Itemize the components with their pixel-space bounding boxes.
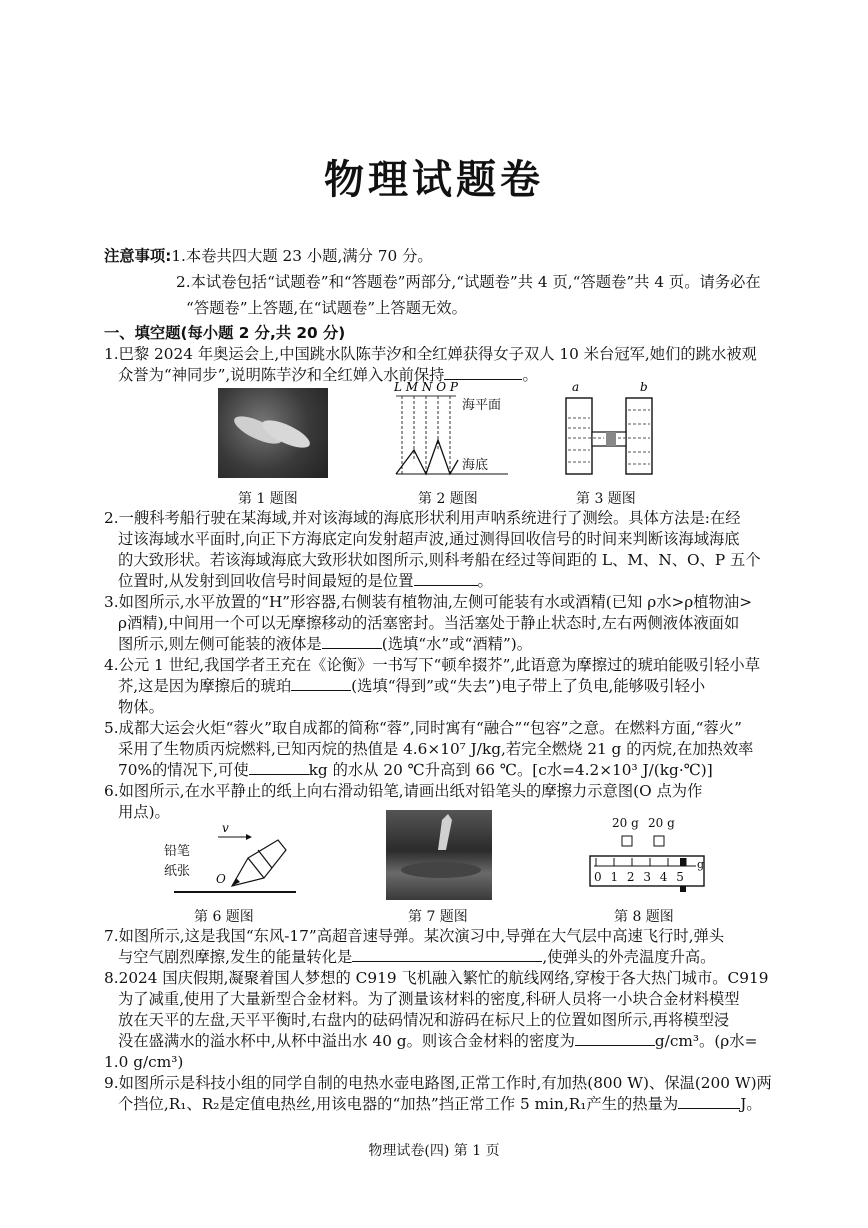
q5-answer-blank[interactable] bbox=[249, 760, 309, 775]
q2-end: 。 bbox=[477, 572, 493, 590]
fig1-divers-photo bbox=[218, 388, 328, 478]
q2-answer-blank[interactable] bbox=[414, 571, 478, 586]
q8-line-1: 8.2024 国庆假期,凝聚着国人梦想的 C919 飞机融入繁忙的航线网络,穿梭于各大热门城市。C919 bbox=[104, 969, 769, 987]
page-footer: 物理试卷(四) 第 1 页 bbox=[368, 1143, 500, 1159]
fig2-sonar-diagram bbox=[392, 380, 512, 480]
page-title: 物理试题卷 bbox=[324, 157, 544, 203]
fig1-caption: 第 1 题图 bbox=[238, 491, 298, 507]
q9-text: 个挡位,R₁、R₂是定值电热丝,用该电器的“加热”挡正常工作 5 min,R₁产生的热量为 bbox=[118, 1095, 679, 1113]
q5-line-3 bbox=[118, 760, 713, 780]
section-heading-fill-blank: 一、填空题(每小题 2 分,共 20 分) bbox=[104, 324, 346, 342]
q3-end: (选填“水”或“酒精”)。 bbox=[381, 635, 533, 653]
q7-end: ,使弹头的外壳温度升高。 bbox=[542, 948, 716, 966]
fig3-label-b: b bbox=[640, 380, 648, 394]
q3-line-3 bbox=[118, 634, 532, 654]
q3-line-1: 3.如图所示,水平放置的“H”形容器,右侧装有植物油,左侧可能装有水或酒精(已知 ρ水>ρ植物油> bbox=[104, 593, 753, 611]
fig3-label-a: a bbox=[572, 380, 580, 394]
q1-line-1: 1.巴黎 2024 年奥运会上,中国跳水队陈芋汐和全红婵获得女子双人 10 米台冠军,她们的跳水被观 bbox=[104, 345, 757, 363]
notice-line-1 bbox=[104, 246, 433, 266]
fig2-sea-floor-label: 海底 bbox=[462, 458, 489, 473]
q9-line-1: 9.如图所示是科技小组的同学自制的电热水壶电路图,正常工作时,有加热(800 W)、保温(200 W)两 bbox=[104, 1074, 772, 1092]
q7-line-1: 7.如图所示,这是我国“东风-17”高超音速导弹。某次演习中,导弹在大气层中高速飞行时,弹头 bbox=[104, 927, 725, 945]
q1-answer-blank[interactable] bbox=[444, 365, 522, 380]
q9-answer-blank[interactable] bbox=[678, 1094, 740, 1109]
q6-line-2: 用点)。 bbox=[118, 803, 170, 821]
q5-end: kg 的水从 20 ℃升高到 66 ℃。[c水=4.2×10³ J/(kg·℃)] bbox=[308, 761, 713, 779]
q5-line-2: 采用了生物质丙烷燃料,已知丙烷的热值是 4.6×10⁷ J/kg,若完全燃烧 21 g 的丙烷,在加热效率 bbox=[118, 740, 754, 758]
q8-line-5: 1.0 g/cm³) bbox=[104, 1053, 184, 1071]
notice-item-2a: 2.本试卷包括“试题卷”和“答题卷”两部分,“试题卷”共 4 页,“答题卷”共 4 页。请务必在 bbox=[176, 273, 761, 291]
q7-text: 与空气剧烈摩擦,发生的能量转化是 bbox=[118, 948, 353, 966]
q8-end: g/cm³。(ρ水= bbox=[654, 1032, 758, 1050]
q4-line-1: 4.公元 1 世纪,我国学者王充在《论衡》一书写下“顿牟掇芥”,此语意为摩擦过的琥珀能吸引轻小草 bbox=[104, 656, 760, 674]
fig8-weight-2-label: 20 g bbox=[648, 816, 675, 830]
q1-text: 众誉为“神同步”,说明陈芋汐和全红婵入水前保持 bbox=[118, 366, 445, 384]
q6-line-1: 6.如图所示,在水平静止的纸上向右滑动铅笔,请画出纸对铅笔头的摩擦力示意图(O 点为作 bbox=[104, 782, 703, 800]
q5-text: 70%的情况下,可使 bbox=[118, 761, 249, 779]
fig2-sea-surface-label: 海平面 bbox=[462, 398, 502, 413]
q8-line-4 bbox=[118, 1031, 757, 1051]
fig8-weight-1-label: 20 g bbox=[612, 816, 639, 830]
fig6-o-point-label: O bbox=[216, 872, 226, 886]
fig8-scale-numbers: 0 1 2 3 4 5 bbox=[594, 870, 687, 884]
q9-line-2 bbox=[118, 1094, 762, 1114]
q4-line-2 bbox=[118, 676, 705, 696]
fig2-letters: L M N O P bbox=[394, 380, 458, 394]
fig3-caption: 第 3 题图 bbox=[576, 491, 636, 507]
q7-line-2 bbox=[118, 947, 715, 967]
fig6-paper-label: 纸张 bbox=[164, 864, 191, 879]
fig6-caption: 第 6 题图 bbox=[194, 909, 254, 925]
q2-line-2: 过该海域水平面时,向正下方海底定向发射超声波,通过测得回收信号的时间来判断该海域海底 bbox=[118, 530, 740, 548]
q2-line-4 bbox=[118, 571, 493, 591]
q2-line-3: 的大致形状。若该海域海底大致形状如图所示,则科考船在经过等间距的 L、M、N、O、P 五个 bbox=[118, 551, 761, 569]
q8-answer-blank[interactable] bbox=[575, 1031, 655, 1046]
q7-answer-blank[interactable] bbox=[352, 947, 542, 962]
fig8-unit-label: g bbox=[697, 858, 705, 871]
notice-label: 注意事项: bbox=[104, 247, 172, 265]
q1-end: 。 bbox=[522, 366, 538, 384]
fig7-caption: 第 7 题图 bbox=[408, 909, 468, 925]
q2-text: 位置时,从发射到回收信号时间最短的是位置 bbox=[118, 572, 414, 590]
q9-end: J。 bbox=[740, 1095, 762, 1113]
fig6-pencil-diagram bbox=[160, 822, 300, 902]
q3-text: 图所示,则左侧可能装的液体是 bbox=[118, 635, 322, 653]
q4-line-3: 物体。 bbox=[118, 698, 164, 716]
q8-text: 没在盛满水的溢水杯中,从杯中溢出水 40 g。则该合金材料的密度为 bbox=[118, 1032, 575, 1050]
q5-line-1: 5.成都大运会火炬“蓉火”取自成都的简称“蓉”,同时寓有“融合”“包容”之意。在燃料方面,“蓉火” bbox=[104, 719, 742, 737]
notice-item-1: 1.本卷共四大题 23 小题,满分 70 分。 bbox=[171, 247, 433, 265]
fig7-missile-photo bbox=[386, 810, 492, 900]
q4-end: (选填“得到”或“失去”)电子带上了负电,能够吸引轻小 bbox=[351, 677, 706, 695]
fig8-caption: 第 8 题图 bbox=[614, 909, 674, 925]
q4-text: 芥,这是因为摩擦后的琥珀 bbox=[118, 677, 292, 695]
fig6-v-label: v bbox=[222, 822, 229, 835]
q2-line-1: 2.一艘科考船行驶在某海域,并对该海域的海底形状利用声呐系统进行了测绘。具体方法是:在经 bbox=[104, 509, 741, 527]
fig2-caption: 第 2 题图 bbox=[418, 491, 478, 507]
q3-line-2: ρ酒精),中间用一个可以无摩擦移动的活塞密封。当活塞处于静止状态时,左右两侧液体液面如 bbox=[118, 614, 740, 632]
notice-item-2b: “答题卷”上答题,在“试题卷”上答题无效。 bbox=[186, 299, 467, 317]
fig6-pencil-label: 铅笔 bbox=[164, 844, 191, 859]
q4-answer-blank[interactable] bbox=[291, 676, 351, 691]
q8-line-3: 放在天平的左盘,天平平衡时,右盘内的砝码情况和游码在标尺上的位置如图所示,再将模型浸 bbox=[118, 1011, 730, 1029]
q8-line-2: 为了减重,使用了大量新型合金材料。为了测量该材料的密度,科研人员将一小块合金材料模型 bbox=[118, 990, 740, 1008]
fig3-h-container bbox=[560, 380, 670, 480]
q3-answer-blank[interactable] bbox=[322, 634, 382, 649]
fig8-balance-diagram bbox=[588, 814, 708, 894]
